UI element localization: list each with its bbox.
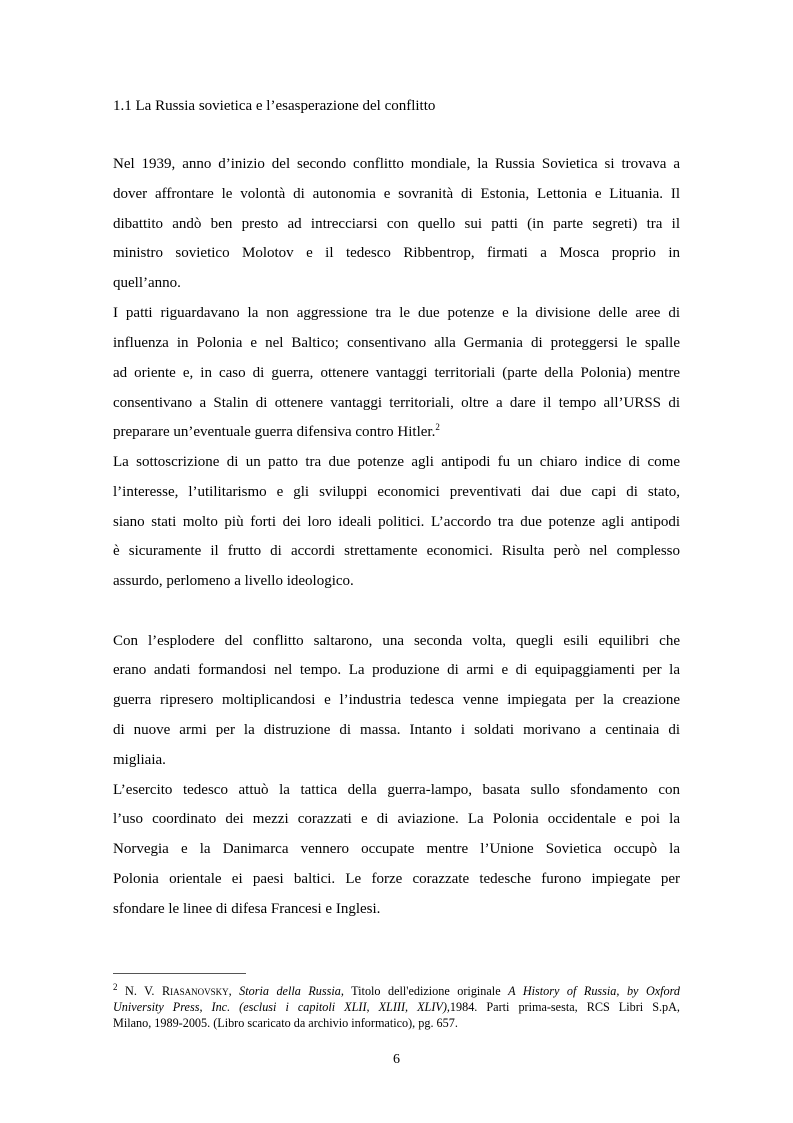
footnote-text: 1984. Parti prima-sesta, RCS Libri S.pA, xyxy=(449,1000,680,1014)
footnote-separator-text: , xyxy=(228,984,240,998)
body-line: di nuove armi per la distruzione di massa. Intanto i soldati morivano a centinaia di xyxy=(113,722,680,738)
footnote-book-title: Storia della Russia, xyxy=(239,984,344,998)
body-line: è sicuramente il frutto di accordi strettamente economici. Risulta però nel complesso xyxy=(113,543,680,559)
footnote-publisher: University Press, Inc. (esclusi i capitoli XLII, XLIII, XLIV), xyxy=(113,1000,450,1014)
body-line: migliaia. xyxy=(113,752,166,768)
body-line: ministro sovietico Molotov e il tedesco Ribbentrop, firmati a Mosca proprio in xyxy=(113,245,680,261)
footnote-text: Titolo dell'edizione originale xyxy=(343,984,509,998)
body-line: Nel 1939, anno d’inizio del secondo conflitto mondiale, la Russia Sovietica si trovava a xyxy=(113,156,680,172)
body-line: l’interesse, l’utilitarismo e gli sviluppi economici preventivati dai due capi di stato, xyxy=(113,484,680,500)
section-heading: 1.1 La Russia sovietica e l’esasperazione del conflitto xyxy=(113,98,436,114)
footnote-line xyxy=(113,999,680,1015)
body-line: l’uso coordinato dei mezzi corazzati e di aviazione. La Polonia occidentale e poi la xyxy=(113,811,680,827)
body-line: Con l’esplodere del conflitto saltarono, una seconda volta, quegli esili equilibri che xyxy=(113,633,680,649)
body-line: sfondare le linee di difesa Francesi e Inglesi. xyxy=(113,901,381,917)
footnote-number: 2 xyxy=(113,983,118,992)
footnote-reference[interactable]: 2 xyxy=(435,422,440,432)
body-line xyxy=(113,422,680,442)
body-line: influenza in Polonia e nel Baltico; consentivano alla Germania di proteggersi le spalle xyxy=(113,335,680,351)
body-line: consentivano a Stalin di ottenere vantaggi territoriali, oltre a dare il tempo all’URSS di xyxy=(113,395,680,411)
footnote-separator xyxy=(113,973,246,974)
body-line: Norvegia e la Danimarca vennero occupate mentre l’Unione Sovietica occupò la xyxy=(113,841,680,857)
body-line-text: preparare un’eventuale guerra difensiva contro Hitler. xyxy=(113,424,436,440)
body-line: dover affrontare le volontà di autonomia e sovranità di Estonia, Lettonia e Lituania. Il xyxy=(113,186,680,202)
page-number: 6 xyxy=(393,1052,400,1067)
body-line: assurdo, perlomeno a livello ideologico. xyxy=(113,573,354,589)
footnote-author-initials: N. V. xyxy=(125,984,162,998)
body-line: L’esercito tedesco attuò la tattica della guerra-lampo, basata sullo sfondamento con xyxy=(113,782,680,798)
body-line: quell’anno. xyxy=(113,275,181,291)
body-line: Polonia orientale ei paesi baltici. Le forze corazzate tedesche furono impiegate per xyxy=(113,871,680,887)
body-line: siano stati molto più forti dei loro ideali politici. L’accordo tra due potenze agli antipodi xyxy=(113,514,680,530)
footnote-line: Milano, 1989-2005. (Libro scaricato da archivio informatico), pg. 657. xyxy=(113,1016,458,1030)
body-line: guerra ripresero moltiplicandosi e l’industria tedesca venne impiegata per la creazione xyxy=(113,692,680,708)
body-line: La sottoscrizione di un patto tra due potenze agli antipodi fu un chiaro indice di come xyxy=(113,454,680,470)
body-line: dibattito andò ben presto ad intrecciarsi con quello sui patti (in parte segreti) tra il xyxy=(113,216,680,232)
body-line: I patti riguardavano la non aggressione tra le due potenze e la divisione delle aree di xyxy=(113,305,680,321)
footnote-line xyxy=(113,983,680,999)
body-line: ad oriente e, in caso di guerra, ottenere vantaggi territoriali (parte della Polonia) mentre xyxy=(113,365,680,381)
body-line: erano andati formandosi nel tempo. La produzione di armi e di equipaggiamenti per la xyxy=(113,662,680,678)
footnote-original-title: A History of Russia, by Oxford xyxy=(508,984,680,998)
footnote-author-surname: Riasanovsky xyxy=(161,984,229,998)
